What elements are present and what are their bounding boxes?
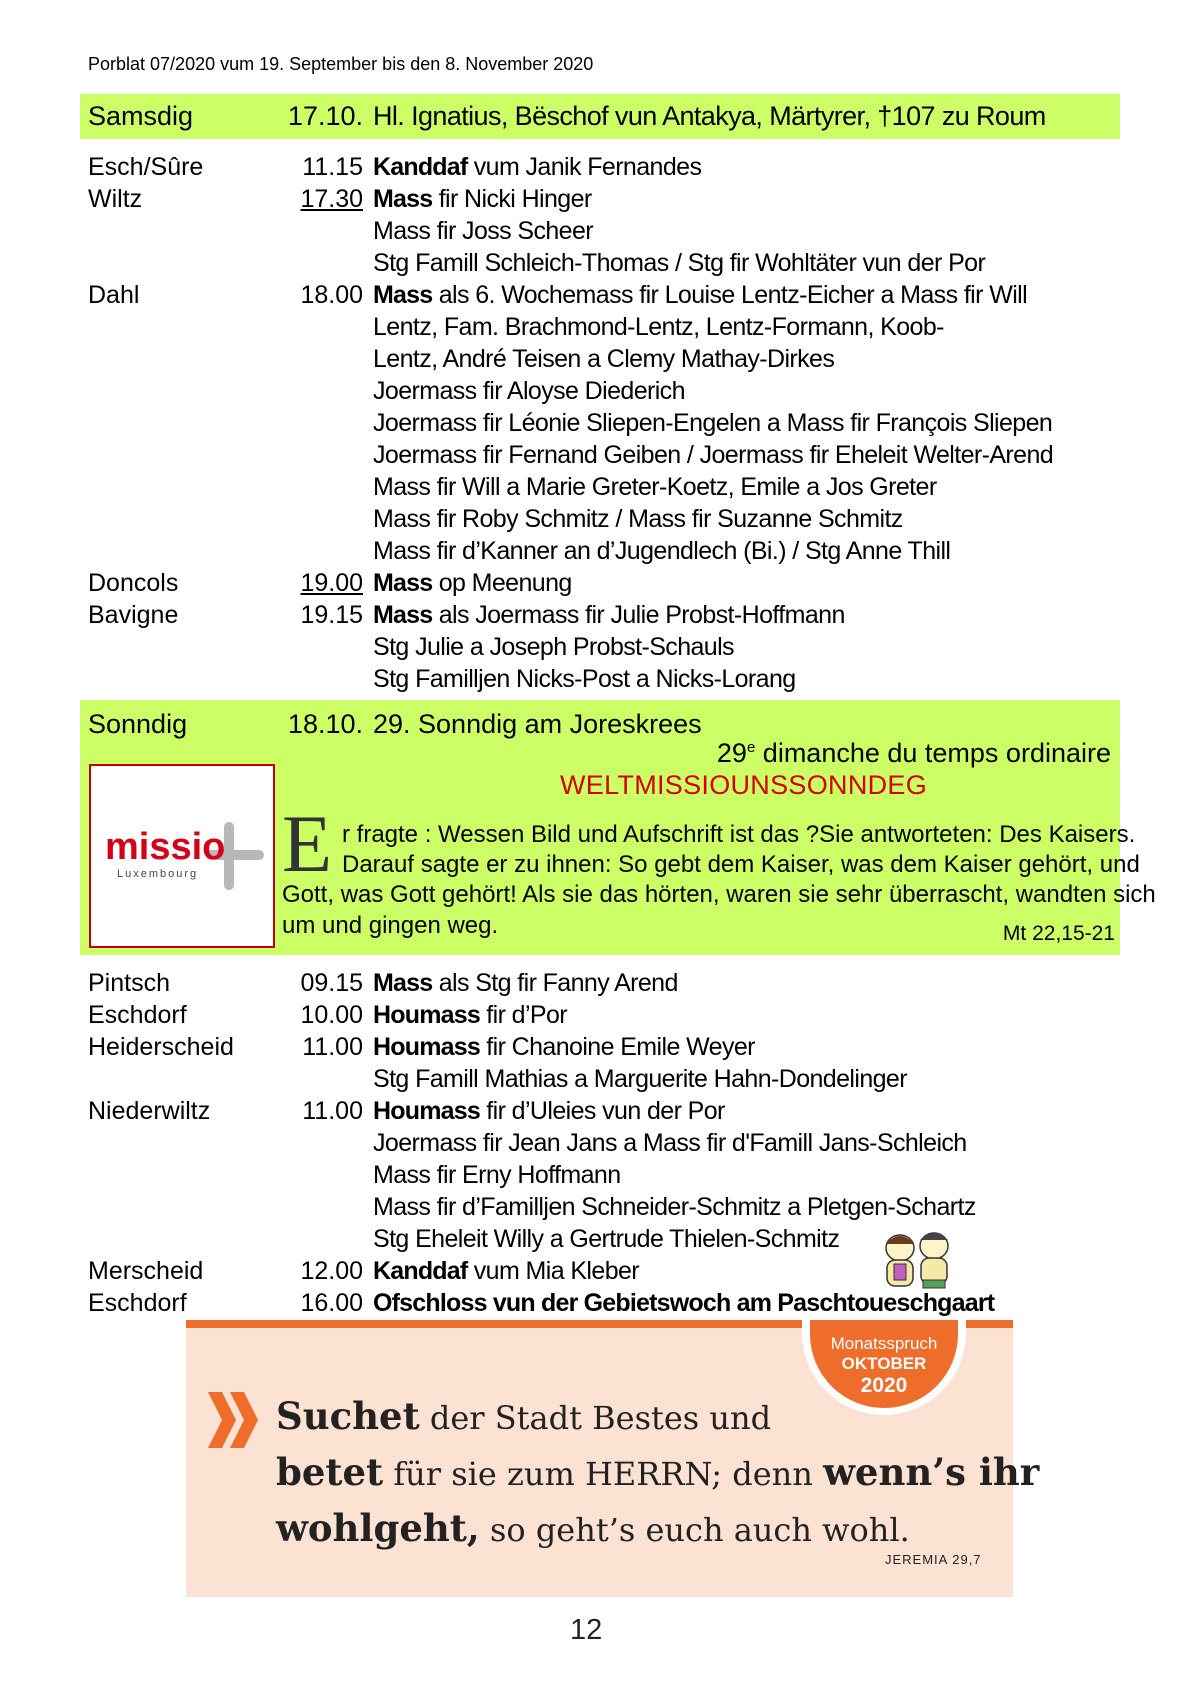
time: 12.00: [300, 1257, 363, 1285]
keyword: Kanddaf: [373, 153, 468, 181]
entry: Mass fir Nicki Hinger: [373, 185, 592, 213]
entry: Stg Eheleit Willy a Gertrude Thielen-Schmitz: [373, 1225, 840, 1253]
entry: Houmass fir d’Por: [373, 1001, 568, 1029]
entry: Kanddaf vum Janik Fernandes: [373, 153, 702, 181]
double-chevron-icon: [206, 1390, 262, 1450]
entry: Mass op Meenung: [373, 569, 572, 597]
place: Heiderscheid: [88, 1033, 234, 1061]
gospel-line: Darauf sagte er zu ihnen: So gebt dem Kaiser, was dem Kaiser gehört, und: [342, 851, 1140, 878]
place: Wiltz: [88, 185, 143, 213]
place: Eschdorf: [88, 1001, 187, 1029]
entry: Lentz, André Teisen a Clemy Mathay-Dirkes: [373, 345, 835, 373]
entry: Mass fir Joss Scheer: [373, 217, 594, 245]
page-header: Porblat 07/2020 vum 19. September bis den 8. November 2020: [88, 54, 594, 74]
sunday-title: 29. Sonndig am Joreskrees: [373, 709, 702, 739]
date-label: 17.10.: [287, 101, 363, 131]
place: Eschdorf: [88, 1289, 187, 1317]
keyword: Mass: [373, 185, 433, 213]
french-title: 29e dimanche du temps ordinaire: [716, 738, 1111, 768]
time: 11.00: [302, 1097, 363, 1125]
monatsspruch-line: wohlgeht, so geht’s euch auch wohl.: [276, 1506, 910, 1550]
time: 09.15: [300, 969, 363, 997]
children-illustration: [874, 1224, 960, 1294]
entry: Joermass fir Léonie Sliepen-Engelen a Mass fir François Sliepen: [373, 409, 1053, 437]
gospel-reference: Mt 22,15-21: [1002, 922, 1115, 945]
time: 10.00: [300, 1001, 363, 1029]
entry: Stg Familljen Nicks-Post a Nicks-Lorang: [373, 665, 796, 693]
entry: Joermass fir Fernand Geiben / Joermass fir Eheleit Welter-Arend: [373, 441, 1054, 469]
page-number: 12: [570, 1614, 603, 1646]
keyword: Houmass: [373, 1097, 480, 1125]
keyword: Houmass: [373, 1033, 480, 1061]
missio-logo: [89, 764, 275, 948]
place: Pintsch: [88, 969, 170, 997]
place: Dahl: [88, 281, 140, 309]
entry: Mass fir Erny Hoffmann: [373, 1161, 621, 1189]
entry: Lentz, Fam. Brachmond-Lentz, Lentz-Formann, Koob-: [373, 313, 944, 341]
drop-cap: E: [282, 798, 333, 889]
badge-label: Monatsspruch: [830, 1334, 938, 1353]
monatsspruch-line: Suchet der Stadt Bestes und: [276, 1394, 772, 1438]
gospel-line: Gott, was Gott gehört! Als sie das hörten, waren sie sehr überrascht, wandten sich: [282, 881, 1156, 908]
time: 18.00: [300, 281, 363, 309]
day-label: Sonndig: [88, 709, 188, 739]
svg-text:Luxembourg: Luxembourg: [117, 868, 199, 880]
keyword: Kanddaf: [373, 1257, 468, 1285]
svg-text:missio: missio: [105, 826, 226, 868]
time: 17.30: [300, 185, 363, 213]
place: Doncols: [88, 569, 179, 597]
day-label: Samsdig: [88, 101, 194, 131]
entry: Mass als Joermass fir Julie Probst-Hoffmann: [373, 601, 845, 629]
entry: Stg Famill Schleich-Thomas / Stg fir Wohltäter vun der Por: [373, 249, 986, 277]
date-label: 18.10.: [287, 709, 363, 739]
keyword: Mass: [373, 969, 433, 997]
keyword: Houmass: [373, 1001, 480, 1029]
entry: Mass als Stg fir Fanny Arend: [373, 969, 678, 997]
entry: Houmass fir Chanoine Emile Weyer: [373, 1033, 755, 1061]
time: 19.00: [300, 569, 363, 597]
gospel-line: r fragte : Wessen Bild und Aufschrift ist das ?Sie antworteten: Des Kaisers.: [342, 821, 1136, 848]
saint-label: Hl. Ignatius, Bëschof vun Antakya, Märtyrer, †107 zu Roum: [373, 101, 1046, 131]
entry: Mass als 6. Wochemass fir Louise Lentz-Eicher a Mass fir Will: [373, 281, 1028, 309]
keyword: Mass: [373, 601, 433, 629]
entry: Stg Julie a Joseph Probst-Schauls: [373, 633, 734, 661]
weltmissioun-title: WELTMISSIOUNSSONNDEG: [560, 770, 928, 800]
time: 19.15: [300, 601, 363, 629]
entry: Kanddaf vum Mia Kleber: [373, 1257, 640, 1285]
time: 16.00: [300, 1289, 363, 1317]
entry: Joermass fir Jean Jans a Mass fir d'Famill Jans-Schleich: [373, 1129, 967, 1157]
time: 11.15: [302, 153, 363, 181]
entry: Stg Famill Mathias a Marguerite Hahn-Dondelinger: [373, 1065, 907, 1093]
place: Niederwiltz: [88, 1097, 211, 1125]
keyword: Ofschloss vun der Gebietswoch am Paschtoueschgaart: [373, 1289, 995, 1317]
entry: Mass fir Roby Schmitz / Mass fir Suzanne Schmitz: [373, 505, 903, 533]
entry: Houmass fir d’Uleies vun der Por: [373, 1097, 725, 1125]
entry: Mass fir d’Familljen Schneider-Schmitz a Pletgen-Schartz: [373, 1193, 976, 1221]
keyword: Mass: [373, 569, 433, 597]
entry: Mass fir d’Kanner an d’Jugendlech (Bi.) / Stg Anne Thill: [373, 537, 951, 565]
bible-reference: JEREMIA 29,7: [885, 1552, 982, 1567]
gospel-line: um und gingen weg.: [282, 912, 499, 939]
missio-logo-image: [99, 821, 269, 891]
keyword: Mass: [373, 281, 433, 309]
place: Esch/Sûre: [88, 153, 204, 181]
badge-year: 2020: [860, 1374, 908, 1397]
badge-month: OKTOBER: [841, 1354, 927, 1373]
entry: Joermass fir Aloyse Diederich: [373, 377, 685, 405]
monatsspruch-line: betet für sie zum HERRN; denn wenn’s ihr: [276, 1450, 1040, 1494]
entry: Mass fir Will a Marie Greter-Koetz, Emile a Jos Greter: [373, 473, 937, 501]
time: 11.00: [302, 1033, 363, 1061]
place: Merscheid: [88, 1257, 204, 1285]
place: Bavigne: [88, 601, 179, 629]
